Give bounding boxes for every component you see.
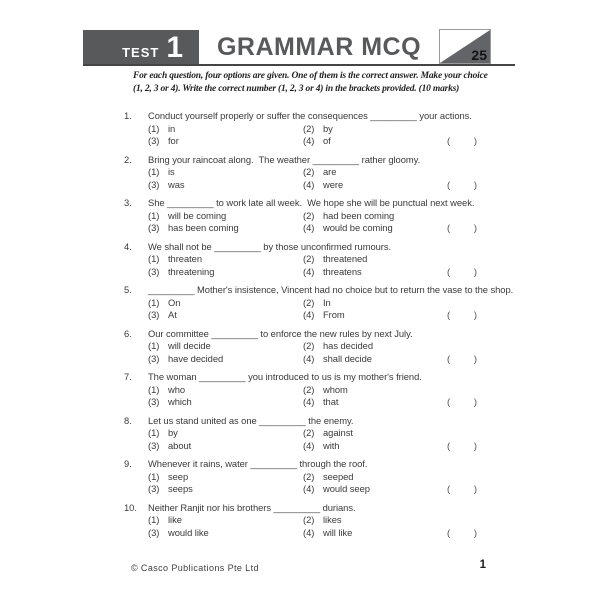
question-3 (124, 197, 515, 235)
option-row (124, 253, 515, 266)
option-number: (2) (303, 514, 315, 525)
option-number: (4) (303, 526, 315, 538)
question-1 (124, 110, 515, 148)
option-label: will be coming (168, 209, 227, 221)
option-number: (3) (148, 483, 160, 494)
question-5 (124, 284, 515, 322)
option-row (124, 483, 515, 496)
option (148, 471, 303, 484)
question-text: Our committee _________ to enforce the new rules by next July. (148, 327, 413, 339)
option (303, 527, 447, 540)
question-number: 8. (124, 414, 132, 426)
option-number: (3) (148, 352, 160, 364)
option (148, 309, 303, 322)
option (303, 166, 515, 179)
option-row (124, 179, 515, 192)
option (148, 483, 303, 496)
option-label: seeps (168, 483, 193, 494)
bracket-close: ) (473, 483, 477, 494)
answer-brackets (447, 309, 477, 322)
option-label: threatens (323, 265, 362, 277)
option-number: (2) (303, 253, 315, 264)
option-label: by (168, 427, 178, 438)
option-number: (3) (148, 135, 160, 146)
question-text: Neither Ranjit nor his brothers _________ durians. (148, 501, 356, 513)
option-label: is (168, 166, 175, 177)
option-number: (4) (303, 352, 315, 364)
question-2 (124, 154, 515, 192)
option-row (124, 353, 515, 366)
bracket-close: ) (473, 135, 477, 146)
footer-copyright: © Casco Publications Pte Ltd (131, 563, 259, 573)
question-text-row (124, 197, 515, 210)
marks-value: 25 (471, 46, 487, 63)
option-number: (1) (148, 166, 160, 177)
question-number: 2. (124, 153, 132, 165)
page-number: 1 (479, 559, 486, 571)
test-label: TEST (122, 45, 160, 60)
option-label: threaten (168, 253, 203, 264)
question-text: Bring your raincoat along. The weather _________ rather gloomy. (148, 153, 421, 165)
bracket-close: ) (473, 309, 477, 320)
option-label: was (168, 178, 185, 190)
option (303, 514, 515, 527)
option-number: (3) (148, 439, 160, 451)
option (303, 266, 447, 279)
option (148, 253, 303, 266)
answer-brackets (447, 266, 477, 279)
question-text: The woman _________ you introduced to us is my mother's friend. (148, 371, 422, 382)
option-label: of (323, 135, 331, 146)
option-row (124, 309, 515, 322)
page-title: GRAMMAR MCQ (216, 33, 422, 61)
option (148, 514, 303, 527)
option-number: (4) (303, 178, 315, 190)
instructions-line-1: For each question, four options are given. One of them is the correct answer. Make your choice (133, 71, 488, 81)
test-number: 1 (166, 31, 183, 64)
answer-brackets (447, 483, 477, 496)
option-label: will like (323, 526, 353, 538)
option (148, 427, 303, 440)
option-label: shall decide (323, 352, 372, 364)
option-label: would like (168, 526, 209, 538)
question-number: 9. (124, 458, 132, 469)
option-row (124, 166, 515, 179)
option (303, 427, 515, 440)
option-number: (4) (303, 439, 315, 451)
question-text: She _________ to work late all week. We hope she will be punctual next week. (148, 197, 475, 208)
option-label: which (168, 396, 192, 407)
option-label: by (323, 122, 333, 134)
bracket-open: ( (447, 396, 451, 407)
option-label: From (323, 309, 345, 320)
option-label: like (168, 514, 182, 525)
bracket-close: ) (473, 222, 477, 233)
option (303, 353, 447, 366)
option-number: (3) (148, 178, 160, 190)
option (303, 483, 447, 496)
bracket-open: ( (447, 352, 451, 364)
option-label: will decide (168, 340, 211, 351)
option-label: whom (323, 383, 348, 395)
question-text-row (124, 154, 515, 167)
bracket-open: ( (447, 178, 451, 190)
question-text-row (124, 371, 515, 384)
option-label: in (168, 122, 176, 134)
bracket-open: ( (447, 135, 451, 146)
option-number: (3) (148, 309, 160, 320)
answer-brackets (447, 222, 477, 235)
question-number: 3. (124, 197, 132, 208)
option-label: with (323, 439, 340, 451)
option-number: (2) (303, 209, 315, 221)
bracket-close: ) (473, 178, 477, 190)
option-label: would be coming (323, 222, 393, 233)
question-text-row (124, 241, 515, 254)
option-row (124, 210, 515, 223)
option-number: (2) (303, 340, 315, 351)
option (148, 266, 303, 279)
option-label: had been coming (323, 209, 395, 221)
option-row (124, 427, 515, 440)
option-row (124, 527, 515, 540)
instructions (133, 70, 505, 96)
option-label: who (168, 383, 186, 395)
question-text-row (124, 284, 515, 297)
bracket-open: ( (447, 265, 451, 277)
answer-brackets (447, 527, 477, 540)
option (148, 353, 303, 366)
question-number: 1. (124, 110, 132, 121)
option-row (124, 384, 515, 397)
option-label: On (168, 296, 181, 308)
question-4 (124, 241, 515, 279)
option-label: for (168, 135, 179, 146)
bracket-close: ) (473, 526, 477, 538)
option-label: threatening (168, 265, 215, 277)
question-text-row (124, 458, 515, 471)
option-label: At (168, 309, 177, 320)
option-number: (4) (303, 483, 315, 494)
option-label: have decided (168, 352, 224, 364)
option-number: (2) (303, 296, 315, 308)
option (148, 440, 303, 453)
option-number: (1) (148, 427, 160, 438)
option (303, 179, 447, 192)
option-label: about (168, 439, 192, 451)
option-number: (1) (148, 122, 160, 134)
option-number: (1) (148, 253, 160, 264)
question-text: Conduct yourself properly or suffer the consequences _________ your actions. (148, 110, 472, 121)
header-rule (83, 64, 515, 66)
option (303, 471, 515, 484)
option (148, 123, 303, 136)
question-text-row (124, 110, 515, 123)
option (148, 210, 303, 223)
option-number: (4) (303, 135, 315, 146)
option (148, 396, 303, 409)
option-label: has decided (323, 340, 374, 351)
instructions-line-2: (1, 2, 3 or 4). Write the correct number (1, 2, 3 or 4) in the brackets provided. (10 marks) (133, 84, 460, 94)
bracket-open: ( (447, 439, 451, 451)
question-text: _________ Mother's insistence, Vincent had no choice but to return the vase to the shop. (148, 284, 514, 295)
option-label: In (323, 296, 331, 308)
bracket-close: ) (473, 439, 477, 451)
bracket-open: ( (447, 483, 451, 494)
option-number: (1) (148, 514, 160, 525)
question-number: 5. (124, 284, 132, 295)
option-number: (2) (303, 122, 315, 134)
option (303, 440, 447, 453)
option (148, 179, 303, 192)
question-text-row (124, 502, 515, 515)
option (148, 297, 303, 310)
option-number: (3) (148, 265, 160, 277)
option-number: (3) (148, 396, 160, 407)
option-number: (1) (148, 470, 160, 482)
bracket-close: ) (473, 396, 477, 407)
answer-brackets (447, 135, 477, 148)
option-label: likes (323, 514, 342, 525)
option-label: threatened (323, 253, 368, 264)
option (303, 297, 515, 310)
question-6 (124, 328, 515, 366)
option-number: (3) (148, 526, 160, 538)
option (303, 309, 447, 322)
option-row (124, 123, 515, 136)
option-number: (4) (303, 265, 315, 277)
option (148, 384, 303, 397)
bracket-open: ( (447, 222, 451, 233)
option (303, 396, 447, 409)
option-number: (4) (303, 396, 315, 407)
question-7 (124, 371, 515, 409)
question-8 (124, 415, 515, 453)
option (148, 527, 303, 540)
option-row (124, 340, 515, 353)
question-number: 7. (124, 371, 132, 382)
option (303, 210, 515, 223)
option-row (124, 135, 515, 148)
option-number: (4) (303, 222, 315, 233)
bracket-close: ) (473, 352, 477, 364)
option-number: (1) (148, 209, 160, 221)
option (148, 222, 303, 235)
question-number: 4. (124, 240, 132, 252)
option-number: (4) (303, 309, 315, 320)
question-text: Whenever it rains, water _________ through the roof. (148, 458, 368, 469)
option-number: (1) (148, 296, 160, 308)
option-number: (2) (303, 470, 315, 482)
option (148, 135, 303, 148)
answer-brackets (447, 440, 477, 453)
test-number-box (83, 30, 199, 64)
option-row (124, 266, 515, 279)
question-text-row (124, 328, 515, 341)
option (303, 222, 447, 235)
option-row (124, 396, 515, 409)
bracket-open: ( (447, 526, 451, 538)
option-row (124, 297, 515, 310)
option (303, 340, 515, 353)
option-number: (2) (303, 383, 315, 395)
option (303, 123, 515, 136)
marks-badge (439, 29, 491, 64)
question-text-row (124, 415, 515, 428)
option-label: against (323, 427, 353, 438)
option-number: (2) (303, 166, 315, 177)
question-10 (124, 502, 515, 540)
option-label: seep (168, 470, 189, 482)
option (303, 253, 515, 266)
option-label: were (323, 178, 344, 190)
question-list (124, 110, 515, 545)
answer-brackets (447, 353, 477, 366)
option-label: would seep (323, 483, 370, 494)
option-row (124, 471, 515, 484)
answer-brackets (447, 396, 477, 409)
bracket-close: ) (473, 265, 477, 277)
answer-brackets (447, 179, 477, 192)
option-label: are (323, 166, 337, 177)
option-label: has been coming (168, 222, 239, 233)
option-label: seeped (323, 470, 354, 482)
question-text: We shall not be _________ by those unconfirmed rumours. (148, 240, 392, 252)
option-row (124, 222, 515, 235)
question-number: 10. (124, 501, 137, 513)
option (303, 135, 447, 148)
option-row (124, 514, 515, 527)
option-number: (2) (303, 427, 315, 438)
question-9 (124, 458, 515, 496)
option-number: (3) (148, 222, 160, 233)
bracket-open: ( (447, 309, 451, 320)
option-row (124, 440, 515, 453)
option-label: that (323, 396, 339, 407)
option (148, 340, 303, 353)
option (148, 166, 303, 179)
question-text: Let us stand united as one _________ the enemy. (148, 414, 354, 426)
question-number: 6. (124, 327, 132, 339)
option (303, 384, 515, 397)
option-number: (1) (148, 340, 160, 351)
option-number: (1) (148, 383, 160, 395)
